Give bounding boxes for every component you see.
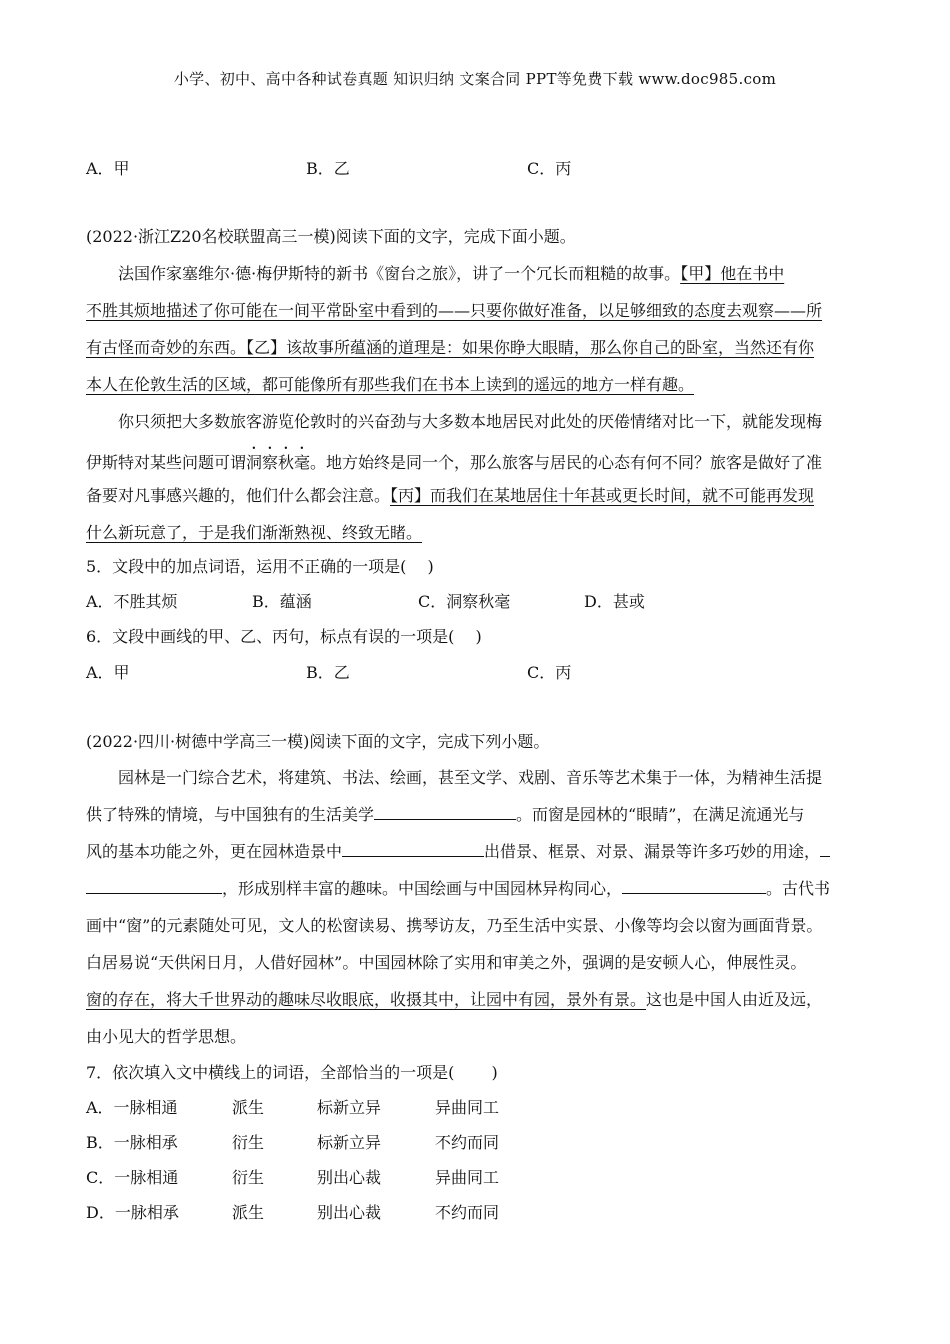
option-word: 派生 bbox=[232, 1098, 265, 1117]
option-word: 异曲同工 bbox=[435, 1168, 500, 1187]
underlined-line: 什么新玩意了，于是我们渐渐熟视、终致无睹。 bbox=[86, 523, 423, 542]
passage1-text: 法国作家塞维尔·德·梅伊斯特的新书《窗台之旅》，讲了一个冗长而粗糙的故事。 bbox=[118, 264, 681, 283]
option-a: A．甲 bbox=[86, 159, 130, 178]
passage1-source: (2022·浙江Z20名校联盟高三一模)阅读下面的文字，完成下面小题。 bbox=[86, 227, 576, 246]
passage2-text: 这也是中国人由近及远， bbox=[646, 990, 823, 1009]
dotted-word: 洞察秋毫 bbox=[246, 453, 311, 472]
passage2-text: 出借景、框景、对景、漏景等许多巧妙的用途， bbox=[484, 842, 821, 861]
passage1-line: 你只须把大多数旅客游览伦敦时的兴奋劲与大多数本地居民对此处的厌倦情绪对比一下，就能发现梅 bbox=[118, 412, 823, 431]
question-7-stem: 7．依次填入文中横线上的词语，全部恰当的一项是( ) bbox=[86, 1063, 498, 1082]
passage2-text: ，形成别样丰富的趣味。中国绘画与中国园林异构同心， bbox=[222, 879, 623, 898]
passage2-source: (2022·四川·树德中学高三一模)阅读下面的文字，完成下列小题。 bbox=[86, 732, 550, 751]
passage1-text: 备要对凡事感兴趣的，他们什么都会注意。 bbox=[86, 486, 391, 505]
fill-blank-4 bbox=[622, 877, 766, 894]
option-word: 不约而同 bbox=[435, 1203, 500, 1222]
page-header: 小学、初中、高中各种试卷真题 知识归纳 文案合同 PPT等免费下载 www.doc985.com bbox=[173, 70, 777, 88]
fill-blank-2 bbox=[342, 840, 484, 857]
option-word: 别出心裁 bbox=[317, 1203, 382, 1222]
option-b: B．乙 bbox=[306, 159, 350, 178]
option-d: D．甚或 bbox=[584, 592, 645, 611]
option-word: 异曲同工 bbox=[435, 1098, 500, 1117]
passage2-line bbox=[86, 839, 830, 862]
fill-blank-1 bbox=[374, 803, 516, 820]
option-word: 衍生 bbox=[232, 1168, 265, 1187]
passage2-line bbox=[86, 987, 822, 1010]
option-c: C．洞察秋毫 bbox=[418, 592, 511, 611]
option-word: B．一脉相承 bbox=[86, 1133, 178, 1152]
passage2-line: 园林是一门综合艺术，将建筑、书法、绘画，甚至文学、戏剧、音乐等艺术集于一体，为精神生活提 bbox=[118, 768, 823, 787]
passage1-line bbox=[86, 483, 814, 506]
option-word: 衍生 bbox=[232, 1133, 265, 1152]
option-word: 别出心裁 bbox=[317, 1168, 382, 1187]
option-word: 标新立异 bbox=[317, 1098, 382, 1117]
passage2-text: 。古代书 bbox=[766, 879, 831, 898]
underlined-line: 不胜其烦地描述了你可能在一间平常卧室中看到的——只要你做好准备，以足够细致的态度去观察——所 bbox=[86, 301, 823, 320]
fill-blank-3 bbox=[86, 877, 222, 894]
passage2-line: 由小见大的哲学思想。 bbox=[86, 1027, 247, 1046]
passage1-text: 。地方始终是同一个，那么旅客与居民的心态有何不同？旅客是做好了准 bbox=[310, 453, 823, 472]
underlined-sentence-bing: 【丙】而我们在某地居住十年甚或更长时间，就不可能再发现 bbox=[390, 486, 815, 505]
option-word: 派生 bbox=[232, 1203, 265, 1222]
question-6-stem: 6．文段中画线的甲、乙、丙句，标点有误的一项是( ) bbox=[86, 627, 482, 646]
passage2-line: 画中“窗”的元素随处可见，文人的松窗读易、携琴访友，乃至生活中实景、小像等均会以窗为画面背景。 bbox=[86, 916, 823, 935]
passage1-line bbox=[86, 444, 822, 473]
underlined-line: 本人在伦敦生活的区域，都可能像所有那些我们在书本上读到的遥远的地方一样有趣。 bbox=[86, 375, 695, 394]
underlined-line: 有古怪而奇妙的东西。【乙】该故事所蕴涵的道理是：如果你睁大眼睛，那么你自己的卧室，当然还有你 bbox=[86, 338, 815, 357]
option-b: B．蕴涵 bbox=[252, 592, 312, 611]
option-word: C．一脉相通 bbox=[86, 1168, 179, 1187]
passage1-text: 伊斯特对某些问题可谓 bbox=[86, 453, 247, 472]
option-c: C．丙 bbox=[527, 663, 572, 682]
underlined-sentence-jia: 【甲】他在书中 bbox=[680, 264, 785, 283]
fill-blank-3-start bbox=[820, 840, 830, 857]
passage2-line bbox=[86, 802, 804, 825]
option-c: C．丙 bbox=[527, 159, 572, 178]
option-word: A．一脉相通 bbox=[86, 1098, 178, 1117]
passage2-text: 供了特殊的情境，与中国独有的生活美学 bbox=[86, 805, 375, 824]
question-5-stem: 5．文段中的加点词语，运用不正确的一项是( ) bbox=[86, 557, 434, 576]
option-b: B．乙 bbox=[306, 663, 350, 682]
underlined-sentence: 窗的存在，将大千世界动的趣味尽收眼底，收摄其中，让园中有园，景外有景。 bbox=[86, 990, 647, 1009]
option-word: 不约而同 bbox=[435, 1133, 500, 1152]
option-a: A．甲 bbox=[86, 663, 130, 682]
passage2-text: 。而窗是园林的“眼睛”，在满足流通光与 bbox=[516, 805, 805, 824]
passage1-line bbox=[118, 261, 784, 284]
passage2-line: 白居易说“天供闲日月，人借好园林”。中国园林除了实用和审美之外，强调的是安顿人心，伸展性灵。 bbox=[86, 953, 807, 972]
passage2-line bbox=[86, 876, 830, 899]
passage2-text: 风的基本功能之外，更在园林造景中 bbox=[86, 842, 343, 861]
option-word: D．一脉相承 bbox=[86, 1203, 179, 1222]
option-a: A．不胜其烦 bbox=[86, 592, 178, 611]
option-word: 标新立异 bbox=[317, 1133, 382, 1152]
